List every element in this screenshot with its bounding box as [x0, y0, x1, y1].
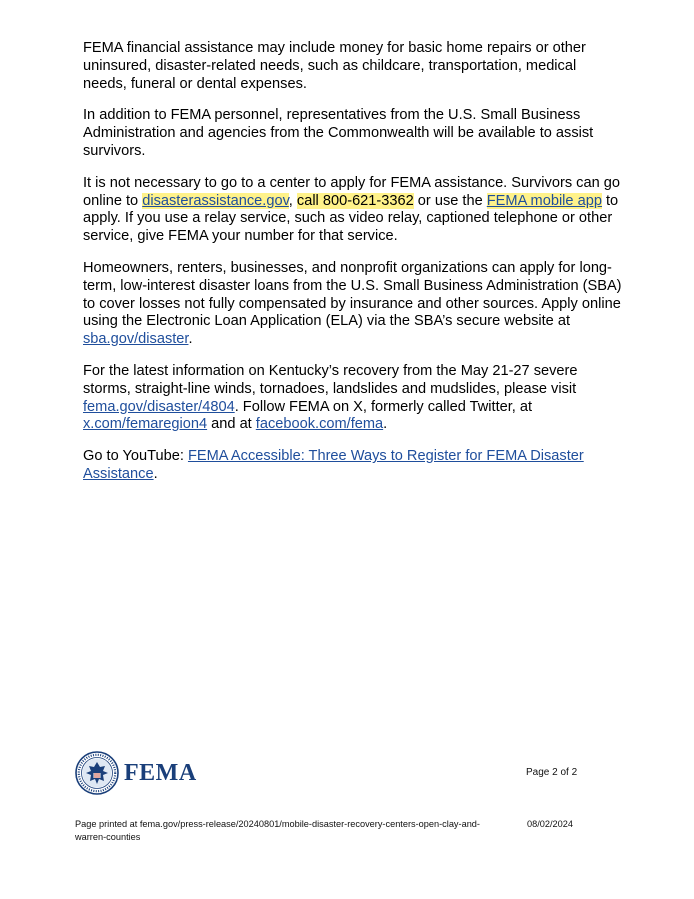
- text: .: [188, 331, 193, 348]
- text: to apply. If you use a relay service, such as video relay, captioned telephone or other service, give FEMA your number for that service.: [83, 192, 619, 245]
- link-fema-disaster-4804[interactable]: fema.gov/disaster/4804: [83, 398, 235, 415]
- text: Homeowners, renters, businesses, and nonprofit organizations can apply for long-term, low-interest disaster loans from the U.S. Small Business Administration (SBA) to cover losses not fully compensated by insurance and other sources. Apply online using the Electronic Loan Application (ELA) via the SBA’s secure website at: [83, 259, 622, 330]
- text: .: [383, 416, 388, 433]
- page-number: Page 2 of 2: [526, 767, 578, 778]
- document-body: [83, 40, 623, 498]
- dhs-seal-icon: [75, 751, 119, 795]
- link-youtube-video[interactable]: FEMA Accessible: Three Ways to Register for FEMA Disaster Assistance: [83, 448, 584, 482]
- text: and at: [207, 416, 256, 433]
- paragraph-youtube: [83, 448, 623, 484]
- text: It is not necessary to go to a center to apply for FEMA assistance. Survivors can go online to: [83, 174, 620, 209]
- link-sba-disaster[interactable]: sba.gov/disaster: [83, 331, 189, 348]
- printed-date: 08/02/2024: [527, 819, 573, 829]
- text: ,: [288, 192, 297, 209]
- paragraph-personnel: In addition to FEMA personnel, representatives from the U.S. Small Business Administration and agencies from the Commonwealth will be available to assist survivors.: [83, 107, 594, 159]
- printed-url: Page printed at fema.gov/press-release/20240801/mobile-disaster-recovery-centers-open-clay-and-warren-counties: [75, 819, 480, 842]
- phone-number: call 800-621-3362: [296, 192, 414, 209]
- fema-logo: [75, 751, 197, 795]
- link-fema-mobile-app[interactable]: FEMA mobile app: [486, 192, 602, 209]
- text: or use the: [413, 192, 487, 209]
- text: . Follow FEMA on X, formerly called Twitter, at: [234, 398, 533, 415]
- paragraph-apply: [83, 175, 623, 246]
- link-disasterassistance[interactable]: disasterassistance.gov: [142, 192, 289, 209]
- text: Go to YouTube:: [83, 448, 188, 465]
- link-x-femaregion4[interactable]: x.com/femaregion4: [83, 416, 208, 433]
- paragraph-sba: [83, 260, 623, 349]
- paragraph-assistance: FEMA financial assistance may include money for basic home repairs or other uninsured, disaster-related needs, such as childcare, transportation, medical needs, funeral or dental expenses.: [83, 40, 586, 92]
- text: For the latest information on Kentucky’s recovery from the May 21-27 severe storms, straight-line winds, tornadoes, landslides and mudslides, please visit: [83, 362, 578, 397]
- text: .: [153, 465, 158, 482]
- paragraph-latest-info: [83, 363, 623, 434]
- fema-logo-text: FEMA: [124, 759, 197, 786]
- link-facebook-fema[interactable]: facebook.com/fema: [255, 416, 384, 433]
